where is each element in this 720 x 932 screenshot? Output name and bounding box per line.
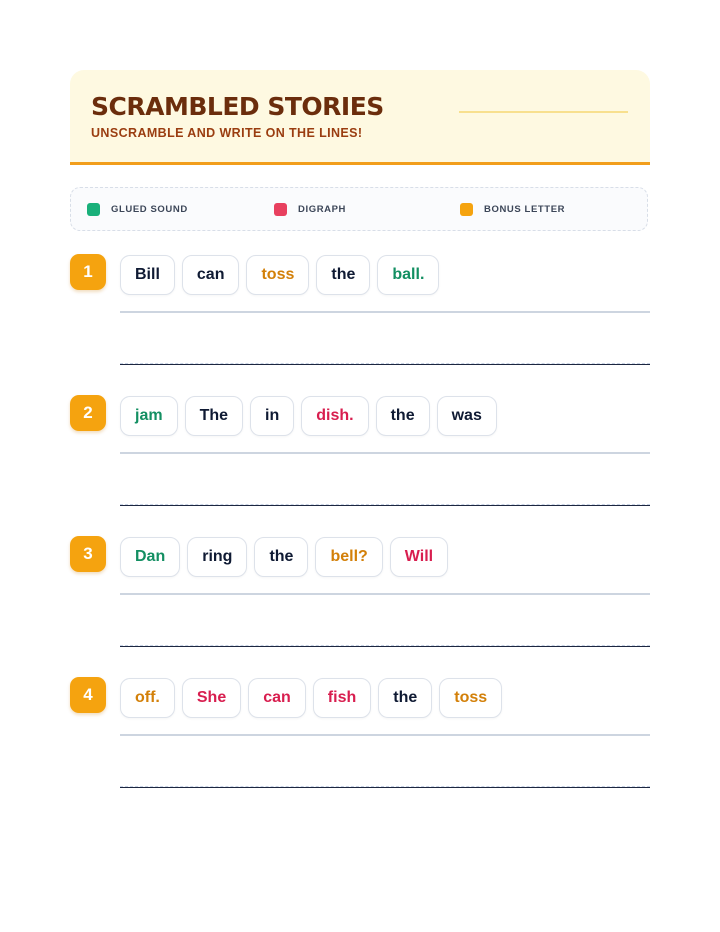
word-tile[interactable]: can bbox=[182, 255, 240, 295]
exercise-number-badge: 1 bbox=[70, 254, 106, 290]
word-tile[interactable]: the bbox=[376, 396, 430, 436]
word-tile[interactable]: ring bbox=[187, 537, 247, 577]
word-tile[interactable]: toss bbox=[246, 255, 309, 295]
legend-swatch-glued bbox=[87, 203, 100, 216]
word-tile[interactable]: can bbox=[248, 678, 306, 718]
writing-line-base[interactable] bbox=[120, 504, 650, 506]
word-tile[interactable]: fish bbox=[313, 678, 371, 718]
worksheet-header bbox=[70, 70, 650, 165]
exercise-item-4 bbox=[70, 677, 650, 797]
word-tiles bbox=[120, 255, 446, 295]
legend-swatch-bonus bbox=[460, 203, 473, 216]
exercise-number-badge: 3 bbox=[70, 536, 106, 572]
word-tile[interactable]: Will bbox=[390, 537, 448, 577]
exercise-item-2 bbox=[70, 395, 650, 515]
word-tile[interactable]: bell? bbox=[315, 537, 382, 577]
legend-label: BONUS LETTER bbox=[484, 203, 566, 215]
exercise-item-1 bbox=[70, 254, 650, 374]
exercise-number-badge: 2 bbox=[70, 395, 106, 431]
legend-item-glued-sound bbox=[87, 188, 188, 230]
writing-line-base[interactable] bbox=[120, 645, 650, 647]
word-tile[interactable]: the bbox=[316, 255, 370, 295]
word-tile[interactable]: the bbox=[378, 678, 432, 718]
word-tile[interactable]: The bbox=[185, 396, 243, 436]
word-tile[interactable]: ball. bbox=[377, 255, 439, 295]
writing-line-base[interactable] bbox=[120, 786, 650, 788]
word-tile[interactable]: She bbox=[182, 678, 241, 718]
name-line bbox=[459, 111, 628, 113]
word-tile[interactable]: Dan bbox=[120, 537, 180, 577]
word-tile[interactable]: dish. bbox=[301, 396, 368, 436]
legend-label: GLUED SOUND bbox=[111, 203, 188, 215]
writing-line-top bbox=[120, 734, 650, 736]
word-tile[interactable]: was bbox=[437, 396, 497, 436]
legend-item-bonus-letter bbox=[460, 188, 565, 230]
writing-line-base[interactable] bbox=[120, 363, 650, 365]
legend-swatch-digraph bbox=[274, 203, 287, 216]
color-legend bbox=[70, 187, 648, 231]
page-subtitle: UNSCRAMBLE AND WRITE ON THE LINES! bbox=[91, 126, 363, 140]
writing-line-top bbox=[120, 452, 650, 454]
word-tile[interactable]: Bill bbox=[120, 255, 175, 295]
word-tiles bbox=[120, 678, 509, 718]
exercise-number-badge: 4 bbox=[70, 677, 106, 713]
legend-label: DIGRAPH bbox=[298, 203, 347, 215]
writing-line-top bbox=[120, 311, 650, 313]
word-tile[interactable]: toss bbox=[439, 678, 502, 718]
word-tile[interactable]: off. bbox=[120, 678, 175, 718]
word-tiles bbox=[120, 396, 504, 436]
legend-item-digraph bbox=[274, 188, 346, 230]
word-tiles bbox=[120, 537, 455, 577]
exercise-item-3 bbox=[70, 536, 650, 656]
writing-line-top bbox=[120, 593, 650, 595]
word-tile[interactable]: the bbox=[254, 537, 308, 577]
word-tile[interactable]: jam bbox=[120, 396, 178, 436]
page-title: SCRAMBLED STORIES bbox=[91, 92, 384, 121]
word-tile[interactable]: in bbox=[250, 396, 294, 436]
